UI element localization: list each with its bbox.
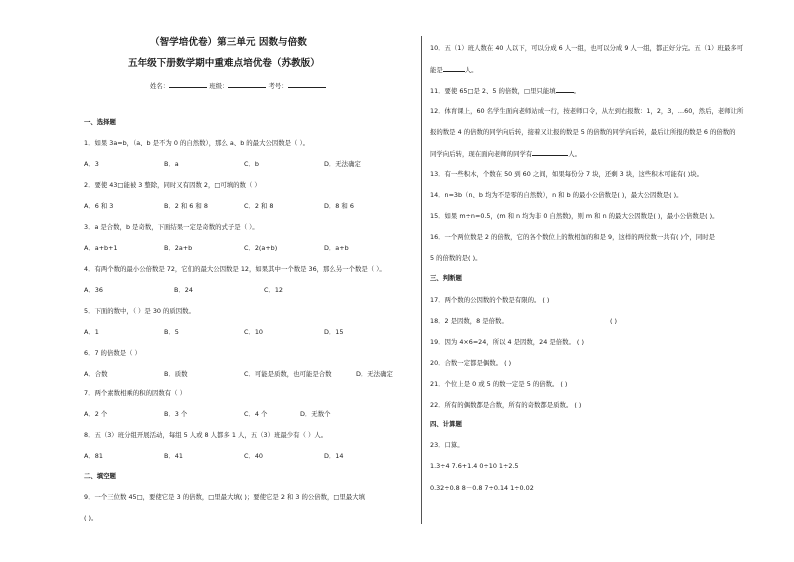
- q8-option-d[interactable]: D．14: [324, 452, 344, 460]
- calc-row-1: 1.3÷4 7.6+1.4 0÷10 1÷2.5: [430, 462, 519, 470]
- q3-option-c[interactable]: C．2(a+b): [244, 244, 278, 252]
- page-title: （智学培优卷）第三单元 因数与倍数: [150, 37, 307, 48]
- q6-option-c[interactable]: C．可能是质数，也可能是合数: [244, 370, 332, 378]
- q8-option-a[interactable]: A．81: [84, 452, 103, 460]
- question-10: 10．五（1）班人数在 40 人以下，可以分成 6 人一组，也可以分成 9 人一组，都正好分完。五（1）班最多可: [430, 44, 744, 52]
- question-1: 1．如果 3a=b，（a、b 是不为 0 的自然数），那么 a、b 的最大公因数是（ ）。: [84, 139, 310, 147]
- number-blank[interactable]: [288, 81, 326, 88]
- question-12: 12．体育课上，60 名学生面向老师站成一行，按老师口令，从左到右报数：1，2，3，…60，然后，老师让所: [430, 107, 744, 115]
- q6-option-b[interactable]: B．质数: [164, 370, 188, 378]
- q5-option-c[interactable]: C．10: [244, 328, 263, 336]
- question-5: 5．下面的数中，（ ）是 30 的质因数。: [84, 307, 195, 315]
- question-17: 17．两个数的公因数的个数是有限的。 ( ): [430, 296, 550, 304]
- question-6: 6．7 的倍数是（ ）: [84, 349, 141, 357]
- q12-text-end: 人。: [568, 150, 582, 158]
- question-14: 14．n=3b（n、b 均为不是零的自然数），n 和 b 的最小公倍数是( )，最大公因数是( )。: [430, 191, 683, 199]
- number-label: 考号：: [268, 82, 288, 90]
- q2-option-a[interactable]: A．6 和 3: [84, 202, 114, 210]
- q3-option-a[interactable]: A．a+b+1: [84, 244, 118, 252]
- question-20: 20．合数一定都是偶数。 ( ): [430, 359, 512, 367]
- q6-option-d[interactable]: D．无法确定: [356, 370, 393, 378]
- class-blank[interactable]: [228, 81, 266, 88]
- question-8: 8．五（3）班分组开展活动，每组 5 人或 8 人都多 1 人，五（3）班最少有（ ）人。: [84, 431, 328, 439]
- question-23: 23．口算。: [430, 441, 464, 449]
- class-label: 班级：: [209, 82, 229, 90]
- q1-option-c[interactable]: C．b: [244, 160, 259, 168]
- question-12-line2: 报的数是 4 的倍数的同学向后转，接着又让报的数是 5 的倍数的同学向后转，最后让所报的数是 6 的倍数的: [430, 128, 736, 136]
- section-heading-judge: 三、判断题: [430, 274, 462, 282]
- question-18: 18．2 是因数，8 是倍数。: [430, 317, 508, 325]
- q4-option-a[interactable]: A．36: [84, 286, 103, 294]
- q8-option-c[interactable]: C．40: [244, 452, 263, 460]
- question-9-cont: ( )。: [84, 514, 98, 522]
- q2-option-c[interactable]: C．2 和 8: [244, 202, 274, 210]
- q10-text: 能是: [430, 66, 443, 74]
- question-15: 15．如果 m÷n=0.5，(m 和 n 均为非 0 自然数)，则 m 和 n 的最大公因数是( )，最小公倍数是( )。: [430, 212, 719, 220]
- section-heading-calc: 四、计算题: [430, 420, 462, 428]
- q5-option-a[interactable]: A．1: [84, 328, 99, 336]
- q4-option-c[interactable]: C．12: [264, 286, 283, 294]
- question-7: 7．两个素数相乘的积的因数有（ ）: [84, 389, 186, 397]
- question-22: 22．所有的偶数都是合数，所有的奇数都是质数。 ( ): [430, 401, 582, 409]
- q7-option-d[interactable]: D．无数个: [300, 410, 331, 418]
- question-19: 19．因为 4×6=24，所以 4 是因数，24 是倍数。 ( ): [430, 338, 584, 346]
- name-blank[interactable]: [169, 81, 207, 88]
- q8-option-b[interactable]: B．41: [164, 452, 183, 460]
- question-16-cont: 5 的倍数的是( )。: [430, 254, 482, 262]
- question-13: 13．有一些积木，个数在 50 到 60 之间，如果每份分 7 块，还剩 3 块，这些积木可能有( )块。: [430, 170, 704, 178]
- name-label: 姓名：: [150, 82, 170, 90]
- q11-text-end: 。: [573, 87, 581, 95]
- q1-option-b[interactable]: B．a: [164, 160, 179, 168]
- question-2: 2．要使 43□能被 3 整除，同时又有因数 2，□可填的数（ ）: [84, 181, 261, 189]
- q18-answer-paren[interactable]: ( ): [610, 317, 618, 325]
- question-11: [430, 86, 580, 95]
- q3-option-b[interactable]: B．2a+b: [164, 244, 193, 252]
- q11-text: 11．要使 65□是 2、5 的倍数，□里只能填: [430, 87, 556, 95]
- question-3: 3．a 是合数，b 是奇数，下面结果一定是奇数的式子是（ ）。: [84, 223, 259, 231]
- q7-option-a[interactable]: A．2 个: [84, 410, 108, 418]
- question-10-cont: [430, 65, 478, 74]
- section-heading-choice: 一、选择题: [84, 118, 116, 126]
- q5-option-b[interactable]: B．5: [164, 328, 179, 336]
- page-subtitle: 五年级下册数学期中重难点培优卷（苏教版）: [128, 58, 320, 69]
- q6-option-a[interactable]: A．合数: [84, 370, 108, 378]
- q2-option-b[interactable]: B．2 和 6 和 8: [164, 202, 208, 210]
- calc-row-2: 0.32÷0.8 8－0.8 7÷0.14 1÷0.02: [430, 484, 534, 492]
- q11-blank[interactable]: [556, 86, 574, 93]
- question-21: 21．个位上是 0 或 5 的数一定是 5 的倍数。 ( ): [430, 380, 568, 388]
- q7-option-c[interactable]: C．4 个: [244, 410, 268, 418]
- column-divider: [421, 36, 422, 524]
- q3-option-d[interactable]: D．a+b: [324, 244, 349, 252]
- q1-option-a[interactable]: A．3: [84, 160, 99, 168]
- q2-option-d[interactable]: D．8 和 6: [324, 202, 354, 210]
- q5-option-d[interactable]: D．15: [324, 328, 344, 336]
- section-heading-fill: 二、填空题: [84, 472, 116, 480]
- q10-text-end: 人。: [464, 66, 478, 74]
- q12-text: 同学向后转，现在面向老师的同学有: [430, 150, 533, 158]
- question-9: 9．一个三位数 45□，要使它是 3 的倍数，□里最大填( )；要使它是 2 和 3 的公倍数，□里最大填: [84, 493, 366, 501]
- question-4: 4．有两个数的最小公倍数是 72，它们的最大公因数是 12，如果其中一个数是 36，那么另一个数是（ ）。: [84, 265, 386, 273]
- q7-option-b[interactable]: B．3 个: [164, 410, 188, 418]
- question-16: 16．一个两位数是 2 的倍数，它的各个数位上的数相加的和是 9，这样的两位数一共有( )个，同时是: [430, 233, 715, 241]
- q4-option-b[interactable]: B．24: [174, 286, 193, 294]
- q10-blank[interactable]: [443, 65, 465, 72]
- q12-blank[interactable]: [532, 149, 568, 156]
- question-12-line3: [430, 149, 581, 158]
- student-info-row: [150, 81, 326, 90]
- q1-option-d[interactable]: D．无法确定: [324, 160, 361, 168]
